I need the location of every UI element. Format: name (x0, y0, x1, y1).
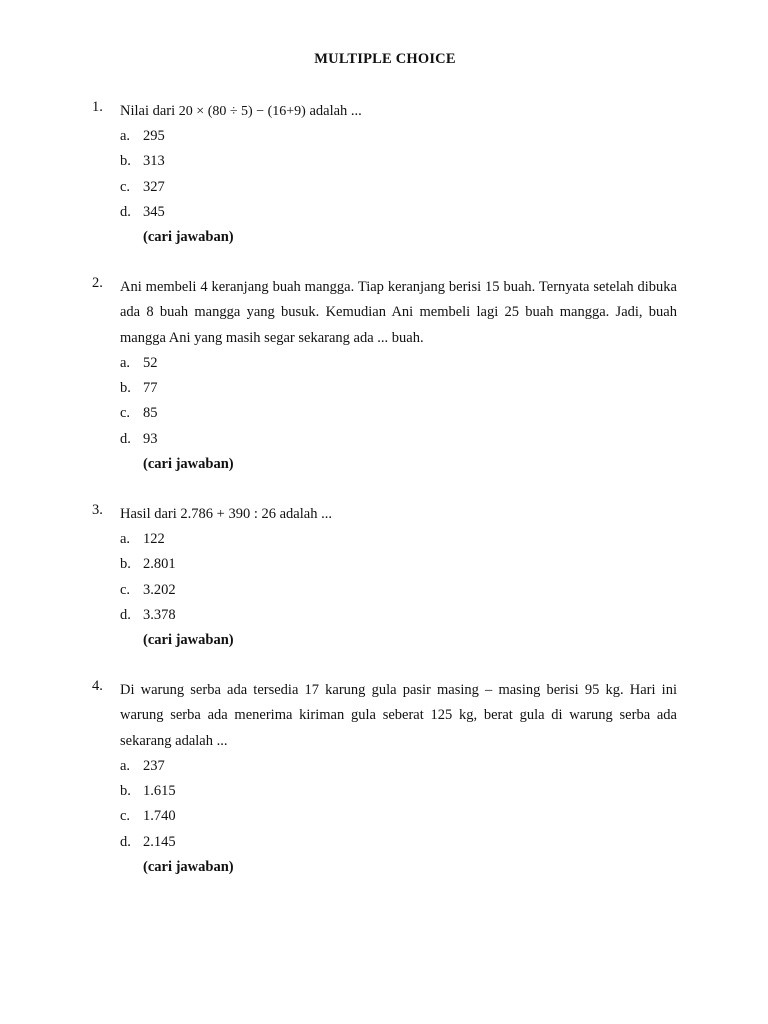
option-d (92, 200, 677, 225)
option-a (92, 124, 677, 149)
option-letter: a. (120, 757, 131, 774)
question-text-suffix: adalah ... (309, 103, 362, 119)
option-letter: c. (120, 581, 131, 598)
question-1 (92, 99, 677, 250)
question-3 (92, 502, 677, 653)
question-text (120, 99, 677, 124)
math-expression: 20 × (80 ÷ 5) − (16+9) (178, 104, 306, 119)
option-letter: a. (120, 128, 131, 144)
option-letter: a. (120, 354, 131, 371)
option-value: 93 (143, 430, 158, 447)
option-b (92, 779, 677, 804)
option-b (92, 149, 677, 174)
option-letter: b. (120, 556, 131, 573)
option-value: 295 (143, 128, 165, 144)
answer-hint: (cari jawaban) (143, 456, 234, 473)
option-c (92, 578, 677, 603)
option-value: 345 (143, 203, 165, 220)
option-letter: d. (120, 203, 131, 220)
question-number: 2. (92, 275, 103, 291)
option-value: 313 (143, 153, 165, 170)
page-title: MULTIPLE CHOICE (314, 51, 456, 67)
option-letter: b. (120, 380, 131, 397)
option-letter: d. (120, 833, 131, 850)
option-c (92, 401, 677, 426)
question-number: 3. (92, 502, 103, 518)
question-text: Hasil dari 2.786 + 390 : 26 adalah ... (120, 506, 332, 522)
option-d (92, 427, 677, 452)
option-value: 2.145 (143, 833, 176, 850)
option-value: 237 (143, 757, 165, 774)
option-letter: c. (120, 178, 131, 195)
option-a (92, 351, 677, 376)
option-value: 2.801 (143, 556, 176, 573)
question-text-prefix: Nilai dari (120, 103, 176, 119)
option-c (92, 804, 677, 829)
question-text: Ani membeli 4 keranjang buah mangga. Tiap keranjang berisi 15 buah. Ternyata setelah dibuka ada 8 buah mangga yang busuk. Kemudian Ani membeli lagi 25 buah mangga. Jadi, buah mangga Ani yang masih segar sekarang ada ... buah. (120, 279, 677, 346)
option-letter: c. (120, 405, 131, 422)
option-value: 52 (143, 354, 158, 371)
option-letter: b. (120, 783, 131, 800)
option-b (92, 376, 677, 401)
option-letter: a. (120, 531, 131, 547)
option-value: 77 (143, 380, 158, 397)
question-text: Di warung serba ada tersedia 17 karung gula pasir masing – masing berisi 95 kg. Hari ini warung serba ada menerima kiriman gula seberat 125 kg, berat gula di warung serba ada sekarang adalah ... (120, 682, 677, 749)
answer-hint: (cari jawaban) (143, 859, 234, 876)
question-2 (92, 275, 677, 477)
option-d (92, 603, 677, 628)
option-b (92, 552, 677, 577)
option-value: 3.378 (143, 606, 176, 623)
option-value: 327 (143, 178, 165, 195)
option-value: 3.202 (143, 581, 176, 598)
answer-hint: (cari jawaban) (143, 229, 234, 246)
option-letter: c. (120, 808, 131, 825)
option-letter: d. (120, 430, 131, 447)
question-number: 4. (92, 678, 103, 694)
option-c (92, 175, 677, 200)
answer-hint: (cari jawaban) (143, 632, 234, 649)
option-value: 85 (143, 405, 158, 422)
option-value: 1.615 (143, 783, 176, 800)
option-d (92, 830, 677, 855)
question-4 (92, 678, 677, 880)
option-a (92, 527, 677, 552)
option-letter: b. (120, 153, 131, 170)
option-value: 122 (143, 531, 165, 547)
option-letter: d. (120, 606, 131, 623)
option-value: 1.740 (143, 808, 176, 825)
option-a (92, 754, 677, 779)
question-number: 1. (92, 99, 103, 115)
